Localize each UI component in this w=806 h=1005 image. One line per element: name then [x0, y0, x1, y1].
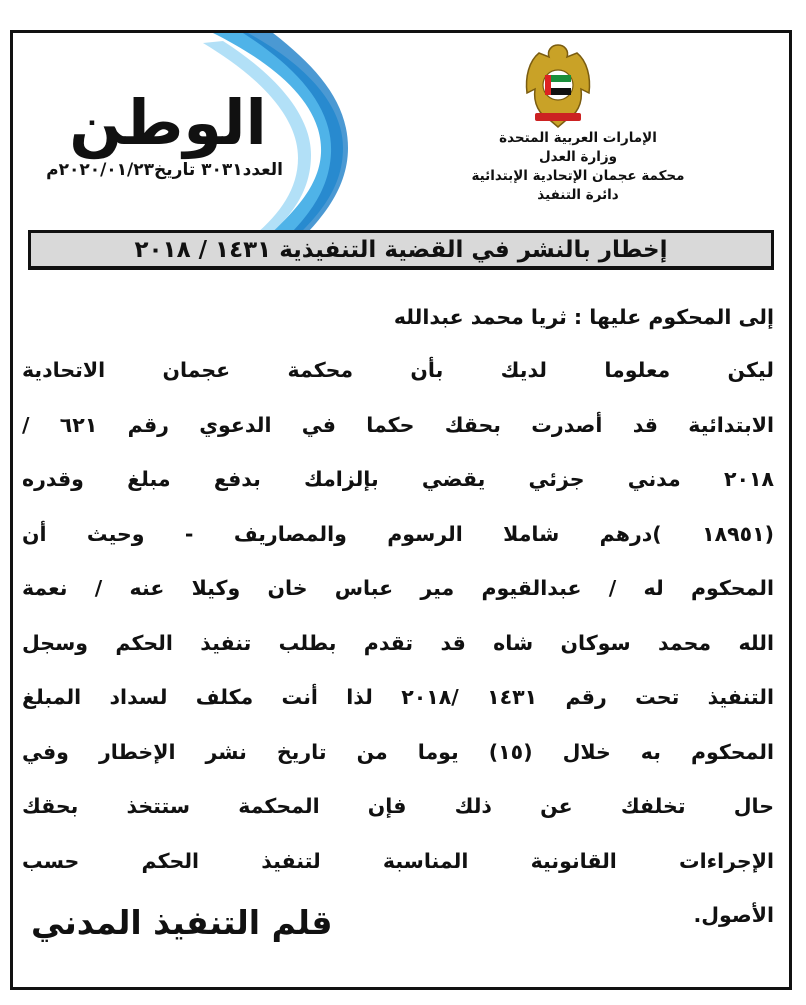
newspaper-masthead: [46, 86, 283, 180]
body-line: حال تخلفك عن ذلك فإن المحكمة ستتخذ بحقك: [22, 794, 774, 818]
signature: قلم التنفيذ المدني: [31, 903, 333, 942]
notice-frame: [10, 30, 792, 990]
body-line: الأصول.: [693, 903, 774, 927]
body-line: الله محمد سوكان شاه قد تقدم بطلب تنفيذ الحكم وسجل: [22, 630, 774, 655]
body-line: المحكوم به خلال (١٥) يوما من تاريخ نشر الإخطار وفي: [22, 739, 774, 764]
ministry-name: وزارة العدل: [538, 149, 618, 165]
body-line: ٢٠١٨ مدني جزئي يقضي بإلزامك بدفع مبلغ وقدره: [22, 467, 774, 491]
issue-info: العدد٣٠٣١ تاريخ٢٠٢٠/٠١/٢٣م: [46, 160, 283, 180]
body-line: إلى المحكوم عليها : ثريا محمد عبدالله: [393, 305, 774, 329]
body-line: التنفيذ تحت رقم ١٤٣١ /٢٠١٨ لذا أنت مكلف لسداد المبلغ: [22, 685, 775, 709]
newspaper-logo: الوطن: [69, 86, 267, 159]
notice-title: إخطار بالنشر في القضية التنفيذية ١٤٣١ / ٢٠١٨: [28, 230, 774, 270]
department-name: دائرة التنفيذ: [537, 187, 619, 203]
body-line: ليكن معلوما لديك بأن محكمة عجمان الاتحادية: [22, 358, 774, 382]
body-line: الإجراءات القانونية المناسبة لتنفيذ الحكم حسب: [22, 848, 774, 873]
notice-body: [22, 291, 774, 943]
court-name: محكمة عجمان الإتحادية الإبتدائية: [471, 168, 685, 184]
uae-emblem-icon: [521, 41, 595, 129]
body-line: الابتدائية قد أصدرت بحقك حكما في الدعوي رقم ٦٢١ /: [22, 412, 774, 437]
body-line: المحكوم له / عبدالقيوم مير عباس خان وكيلا عنه / نعمة: [22, 576, 774, 600]
body-line: (١٨٩٥١ )درهم شاملا الرسوم والمصاريف - وحيث أن: [22, 521, 774, 546]
authority-header: [428, 129, 728, 205]
country-name: الإمارات العربية المتحدة: [499, 130, 657, 146]
